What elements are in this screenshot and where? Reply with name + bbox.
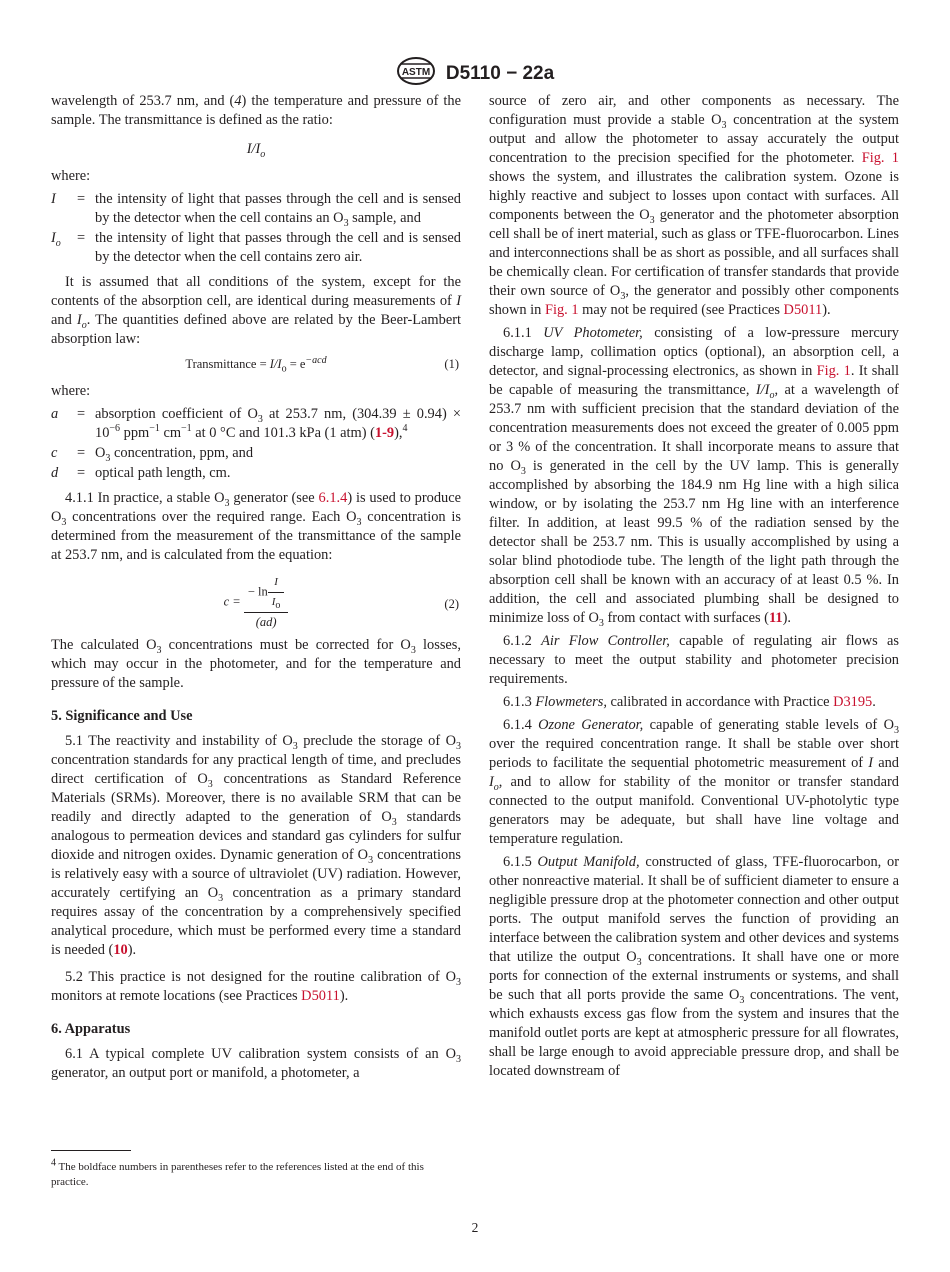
- where-label: where:: [51, 383, 91, 399]
- reference-link[interactable]: 1-9: [374, 425, 395, 441]
- section-6-1-5: 6.1.5 Output Manifold, constructed of glass, TFE-fluorocarbon, or other nonreactive material. It shall be of sufficient diameter to ensure a negligible pressure drop at the photometer connection and other output ports. The output manifold serves the function of providing an interface between the calibration system and other devices and systems that utilize the output $O_3$ concentrations. It shall have one or more ports for connection of the external instruments or systems, and shall be such that all ports provide the same $O_3$ concentrations. The vent, which exhausts excess gas flow from the system and insures that the manifold outlet ports are kept at atmospheric pressure for all flowrates, shall be large enough to avoid appreciable pressure drop, and shall be located downstream of: [489, 854, 899, 1079]
- standard-link[interactable]: D5011: [783, 302, 823, 318]
- section-6-1-1: 6.1.1 UV Photometer, consisting of a low-pressure mercury discharge lamp, collimation optics (optional), an absorption cell, a detector, and signal-processing electronics, as shown in Fig. 1. It shall be capable of measuring the transmittance, $I/I_o$, at a wavelength of 253.7 nm with sufficient precision that the standard deviation of the concentration measurements does not exceed the greater of 0.005 ppm or 3 % of the concentration. It shall incorporate means to assure that no $O_3$ is generated in the cell by the UV lamp. This is generally accomplished by absorbing the 184.9 nm Hg line with a high silica window, or by isolating the 253.7 nm Hg line with an interference filter. In addition, at least 99.5 % of the radiation sensed by the detector shall be 253.7 nm. This is usually accomplished by using a solar blind photodiode tube. The length of the light path through the absorption cell shall be known with an accuracy of at least 0.5 %. In addition, the cell and associated plumbing shall be designed to minimize loss of $O_3$ from contact with surfaces (11).: [489, 325, 899, 629]
- definition-item: a = absorption coefficient of $O_3$ at 253.7 nm, $(304.39 \pm 0.94) \times 10^{-6}$ ppm$^{-1}$ $cm^{-1}$ at 0 °C and 101.3 kPa (1 atm) (1-9),$^4$: [51, 406, 461, 441]
- correction-paragraph: The calculated $O_3$ concentrations must be corrected for $O_3$ losses, which may occur in the photometer, and for the temperature and pressure of the sample.: [51, 637, 462, 691]
- figure-link[interactable]: Fig. 1: [861, 150, 899, 166]
- left-column: [51, 92, 461, 1087]
- intro-paragraph: wavelength of 253.7 nm, and (4) the temperature and pressure of the sample. The transmittance is defined as the ratio:: [51, 93, 461, 128]
- page-header: [0, 56, 950, 91]
- standard-link[interactable]: D5011: [301, 988, 340, 1004]
- definition-item: d = optical path length, cm.: [51, 465, 231, 481]
- section-5-2: 5.2 This practice is not designed for the routine calibration of $O_3$ monitors at remote locations (see Practices D5011).: [51, 969, 461, 1004]
- section-5-1: 5.1 The reactivity and instability of $O_3$ preclude the storage of $O_3$ concentration standards for any practical length of time, and precludes direct certification of $O_3$ concentrations as Standard Reference Materials (SRMs). Moreover, there is no available SRM that can be readily and directly adapted to the generation of $O_3$ standards analogous to permeation devices and standard gas cylinders for sulfur dioxide and nitrogen oxides. Dynamic generation of $O_3$ concentrations is relatively easy with a source of ultraviolet (UV) radiation. However, accurately certifying an $O_3$ concentration as a primary standard requires assay of the concentration by a comprehensively specified analytical procedure, which must be performed every time a standard is needed (10).: [51, 733, 462, 958]
- section-6-1-continued: source of zero air, and other components as necessary. The configuration must provide a stable $O_3$ concentration at the system output and allow the photometer to assay accurately the output concentration to the precision specified for the photometer. Fig. 1 shows the system, and illustrates the calibration system. Ozone is highly reactive and subject to losses upon contact with surfaces. All components between the $O_3$ generator and the photometer absorption cell shall be of inert material, such as glass or TFE-fluorocarbon. Lines and interconnections shall be as short as possible, and all surfaces shall be chemically clean. For certification of transfer standards that provide their own source of $O_3$, the generator and possibly other components shown in Fig. 1 may not be required (see Practices D5011).: [489, 93, 900, 318]
- footnote: $^4$ The boldface numbers in parentheses refer to the references listed at the end of this practice.: [51, 1157, 424, 1188]
- reference-link[interactable]: 10: [113, 942, 128, 958]
- reference-link[interactable]: 11: [768, 610, 783, 626]
- equation-number: (2): [444, 597, 459, 611]
- equation-2: c = − ln $\frac{I}{I_o}$ (ad) (2): [51, 573, 461, 632]
- standard-designation: D5110 − 22a: [445, 62, 555, 84]
- section-6-1-2: 6.1.2 Air Flow Controller, capable of regulating air flows as necessary to meet the output stability and photometer precision requirements.: [489, 633, 899, 687]
- section-4-1-1: 4.1.1 In practice, a stable $O_3$ generator (see 6.1.4) is used to produce $O_3$ concentrations over the required range. Each $O_3$ concentration is determined from the measurement of the transmittance of the sample at 253.7 nm, and is calculated from the equation:: [51, 490, 462, 563]
- standard-link[interactable]: D3195: [833, 694, 873, 710]
- section-6-1-3: 6.1.3 Flowmeters, calibrated in accordance with Practice D3195.: [503, 694, 876, 710]
- right-column: [489, 92, 899, 1085]
- definition-list: [51, 405, 461, 483]
- assumption-paragraph: It is assumed that all conditions of the system, except for the contents of the absorption cell, are identical during measurements of I and $I_o$. The quantities defined above are related by the Beer-Lambert absorption law:: [51, 274, 461, 347]
- fraction: − ln $\frac{I}{I_o}$ (ad): [244, 573, 289, 632]
- section-6-1-4: 6.1.4 Ozone Generator, capable of generating stable levels of $O_3$ over the required concentration range. It shall be stable over short periods to facilitate the sequential photometric measurement of I and $I_o$, and to allow for stability of the monitor or transfer standard connected to the output manifold. Conventional UV-photolytic type generators may be adequate, but shall have line voltage and temperature regulation.: [489, 717, 899, 847]
- section-6-heading: 6. Apparatus: [51, 1021, 131, 1037]
- footnote-rule: [51, 1150, 131, 1151]
- footnote-marker[interactable]: 4: [402, 423, 408, 435]
- figure-link[interactable]: Fig. 1: [816, 363, 851, 379]
- definition-list: [51, 190, 461, 267]
- section-6-1: 6.1 A typical complete UV calibration system consists of an $O_3$ generator, an output port or manifold, a photometer, a: [51, 1046, 461, 1081]
- equation-number: (1): [444, 357, 459, 371]
- section-5-heading: 5. Significance and Use: [51, 708, 193, 724]
- svg-text:ASTM: ASTM: [401, 67, 431, 78]
- equation-1: Transmittance = $I/I_o = e^{-acd}$ (1): [185, 354, 459, 375]
- definition-item: c = $O_3$ concentration, ppm, and: [51, 445, 254, 464]
- page-number: 2: [471, 1220, 479, 1235]
- definition-item: $I_o$ = the intensity of light that passes through the cell and is sensed by the detector when the cell contains zero air.: [51, 230, 461, 265]
- astm-logo-icon: [396, 56, 436, 91]
- where-label: where:: [51, 168, 91, 184]
- definition-item: I = the intensity of light that passes through the cell and is sensed by the detector when the cell contains an $O_3$ sample, and: [51, 191, 461, 229]
- figure-link[interactable]: Fig. 1: [544, 302, 579, 318]
- section-link[interactable]: 6.1.4: [318, 490, 348, 506]
- ratio-expression: $I/I_o$: [246, 141, 266, 160]
